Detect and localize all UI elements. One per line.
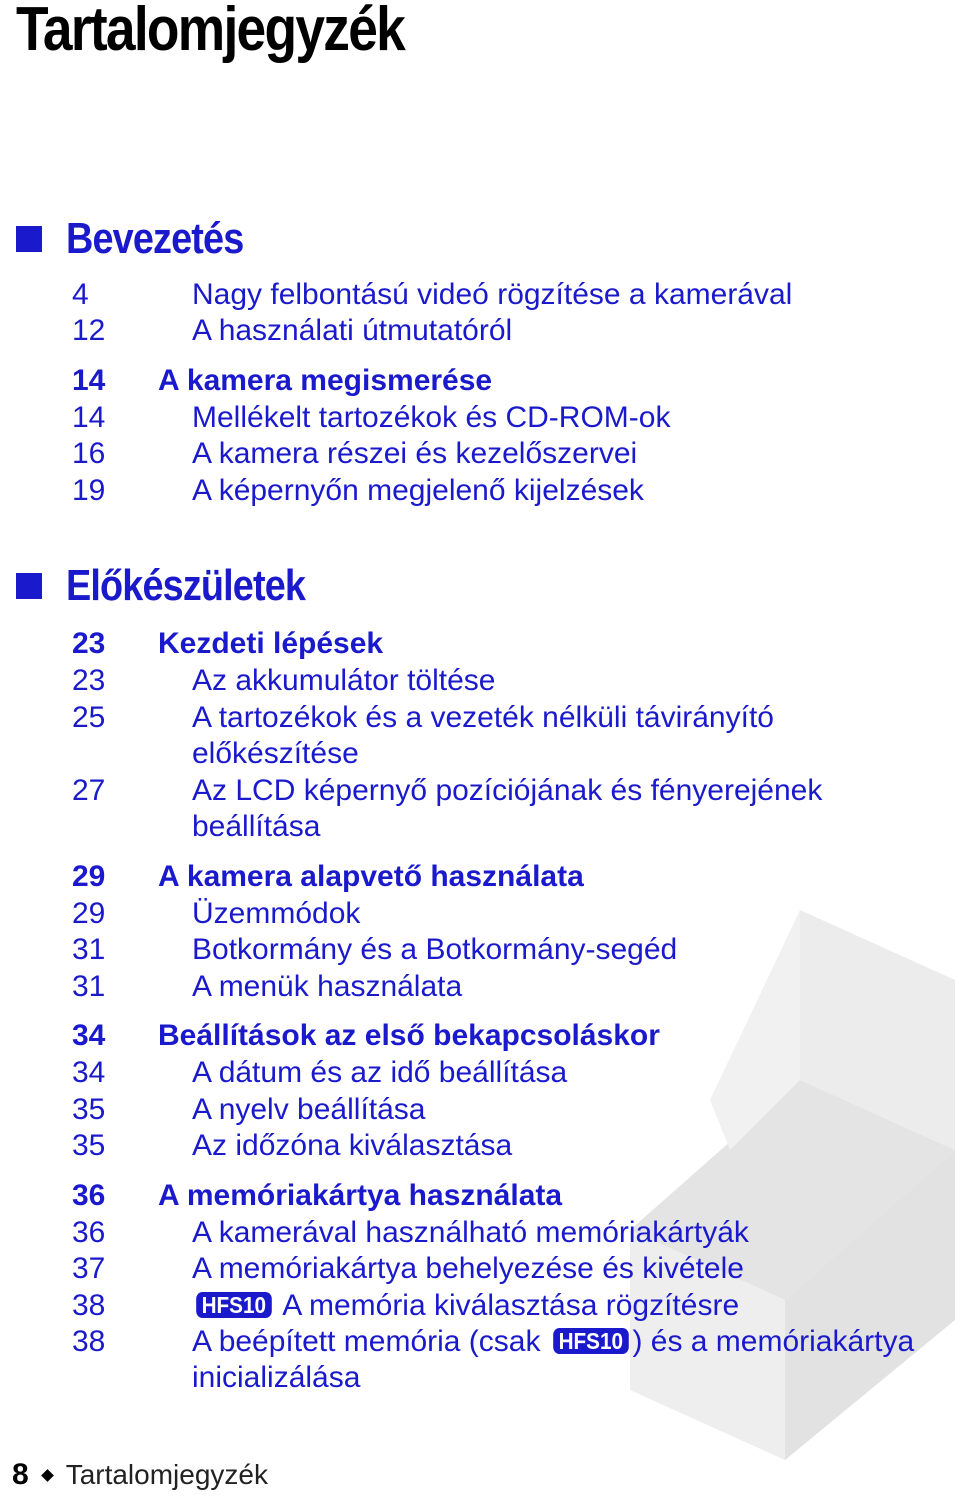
toc-page-number: 19 <box>72 474 106 507</box>
toc-page-number: 14 <box>72 364 106 397</box>
toc-page-number: 37 <box>72 1252 106 1285</box>
toc-page-number: 31 <box>72 970 106 1003</box>
toc-page-number: 29 <box>72 860 106 893</box>
hfs10-model-badge: HFS10 <box>196 1292 271 1318</box>
section-square-icon <box>16 573 42 599</box>
hfs10-model-badge: HFS10 <box>553 1328 628 1354</box>
toc-page-number: 35 <box>72 1129 106 1162</box>
toc-page-number: 4 <box>72 278 89 311</box>
section-square-icon <box>16 226 42 252</box>
toc-subsection-title: A kamera megismerése <box>158 364 493 397</box>
footer-page-number: 8 <box>12 1458 29 1491</box>
toc-entry-text: Az akkumulátor töltése <box>192 664 496 697</box>
toc-entry-text: A használati útmutatóról <box>192 314 513 347</box>
toc-entry-text: A képernyőn megjelenő kijelzések <box>192 474 644 507</box>
toc-page-number: 38 <box>72 1325 106 1358</box>
section-title: Bevezetés <box>66 214 244 263</box>
toc-entry-text: A tartozékok és a vezeték nélküli távirányító előkészítése <box>192 701 774 770</box>
toc-page-number: 23 <box>72 627 106 660</box>
toc-page-number: 34 <box>72 1019 106 1052</box>
toc-entry-text <box>192 1324 937 1396</box>
toc-entry-text: Üzemmódok <box>192 897 361 930</box>
toc-page-number: 38 <box>72 1289 106 1322</box>
toc-page-number: 35 <box>72 1093 106 1126</box>
toc-entry-text: A dátum és az idő beállítása <box>192 1056 568 1089</box>
diamond-icon <box>41 1469 54 1482</box>
footer-title: Tartalomjegyzék <box>65 1459 268 1490</box>
toc-entry-text: A nyelv beállítása <box>192 1093 426 1126</box>
toc-entry-text: A memóriakártya behelyezése és kivétele <box>192 1252 744 1285</box>
toc-entry-text: Az LCD képernyő pozíciójának és fényerejének beállítása <box>192 774 823 843</box>
toc-page-number: 14 <box>72 401 106 434</box>
toc-page-number: 23 <box>72 664 106 697</box>
toc-entry-text: A kamera részei és kezelőszervei <box>192 437 638 470</box>
toc-page-number: 36 <box>72 1216 106 1249</box>
toc-entry-text: A kamerával használható memóriakártyák <box>192 1216 749 1249</box>
toc-entry-text <box>192 1288 937 1324</box>
toc-entry-text: Mellékelt tartozékok és CD-ROM-ok <box>192 401 671 434</box>
toc-entry-label-end: ) és a memóriakártya inicializálása <box>192 1325 915 1394</box>
toc-entry-label-start: A beépített memória (csak <box>192 1325 541 1358</box>
section-heading-elokeszuletek <box>16 561 344 611</box>
toc-entry-text: Az időzóna kiválasztása <box>192 1129 513 1162</box>
toc-page-number: 31 <box>72 933 106 966</box>
toc-page-number: 36 <box>72 1179 106 1212</box>
toc-page-number: 25 <box>72 701 106 734</box>
toc-page-number: 27 <box>72 774 106 807</box>
section-title: Előkészületek <box>66 561 306 610</box>
toc-entry-text: Botkormány és a Botkormány-segéd <box>192 933 678 966</box>
page-title: Tartalomjegyzék <box>16 0 405 64</box>
toc-entry-text: A menük használata <box>192 970 463 1003</box>
toc-subsection-title: A memóriakártya használata <box>158 1179 563 1212</box>
toc-entry-label: A memória kiválasztása rögzítésre <box>282 1289 740 1322</box>
page-footer <box>12 1458 268 1492</box>
toc-page-number: 12 <box>72 314 106 347</box>
section-heading-bevezetes <box>16 214 272 264</box>
toc-entry-text: Nagy felbontású videó rögzítése a kamerával <box>192 278 793 311</box>
toc-subsection-title: Kezdeti lépések <box>158 627 384 660</box>
toc-subsection-title: A kamera alapvető használata <box>158 860 584 893</box>
toc-subsection-title: Beállítások az első bekapcsoláskor <box>158 1019 660 1052</box>
toc-page-number: 16 <box>72 437 106 470</box>
toc-page-number: 34 <box>72 1056 106 1089</box>
toc-page-number: 29 <box>72 897 106 930</box>
